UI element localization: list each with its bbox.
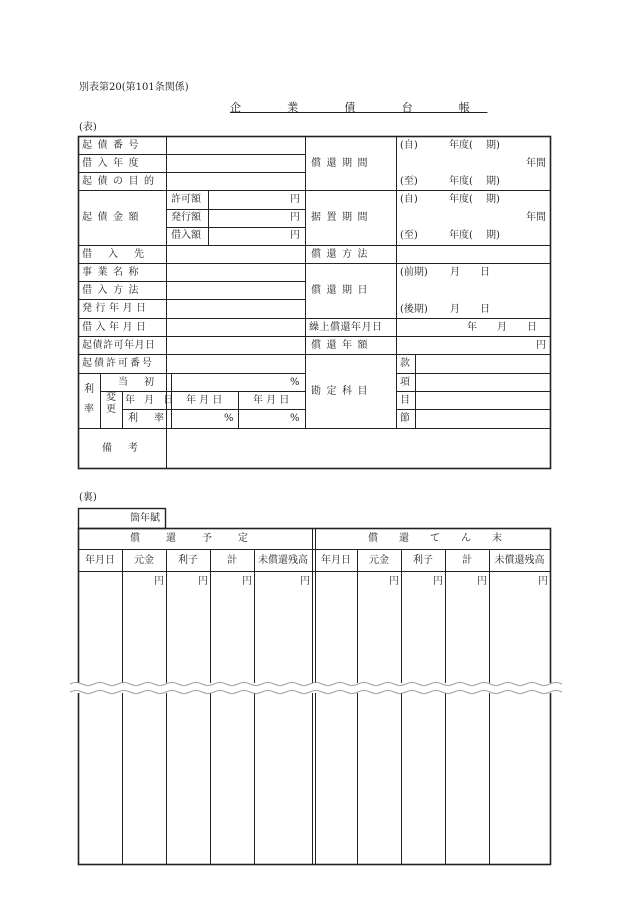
- plan-title: 償還予定: [130, 533, 274, 544]
- latter-half-label: (後期): [400, 304, 428, 315]
- col-balance: 未償還残高: [494, 555, 545, 566]
- back-label: (裏): [79, 492, 97, 503]
- change-rate-label: 利率: [128, 413, 180, 424]
- from-label: (自): [400, 140, 418, 151]
- yen-unit: 円: [242, 576, 252, 587]
- yen-unit: 円: [154, 576, 164, 587]
- moku-label: 目: [400, 395, 410, 406]
- kou-label: 項: [400, 377, 410, 388]
- permit-date-label: 起債許可年月日: [82, 340, 156, 351]
- yen-unit: 円: [198, 576, 208, 587]
- front-label: (表): [79, 122, 97, 133]
- fy-label: 年度(: [449, 176, 473, 187]
- actual-title: 償還てん末: [368, 533, 523, 544]
- project-label: 事業名称: [82, 267, 144, 278]
- yen-unit: 円: [433, 576, 443, 587]
- fy-label: 年度(: [449, 194, 473, 205]
- yen-unit: 円: [538, 576, 548, 587]
- yen-unit: 円: [477, 576, 487, 587]
- yen-unit: 円: [290, 212, 300, 223]
- repay-method-label: 償還方法: [311, 249, 373, 260]
- years-label: 年間: [526, 158, 546, 169]
- change-label: 変更: [106, 392, 116, 415]
- col-date: 年月日: [85, 555, 115, 566]
- amount-label: 起債金額: [82, 212, 144, 223]
- purpose-label: 起債の目的: [82, 176, 160, 187]
- ymd-value-1: 年 月 日: [186, 395, 223, 406]
- annual-box-label: 箇年賦: [130, 513, 160, 524]
- defer-period-label: 据置期間: [311, 212, 373, 223]
- yen-unit: 円: [389, 576, 399, 587]
- yen-unit: 円: [300, 576, 310, 587]
- from-label: (自): [400, 194, 418, 205]
- method-label: 借入方法: [82, 285, 144, 296]
- issue-date-label: 発行年月日: [82, 303, 150, 314]
- day-label: 日: [480, 304, 490, 315]
- lender-label: 借入先: [82, 249, 160, 260]
- fy-label: 年度(: [449, 140, 473, 151]
- first-half-label: (前期): [400, 267, 428, 278]
- term-label: 期): [486, 176, 500, 187]
- form-reference: 別表第20(第101条関係): [79, 82, 189, 93]
- day-label: 日: [527, 322, 537, 333]
- yen-unit: 円: [536, 340, 546, 351]
- col-interest: 利子: [178, 555, 198, 566]
- term-label: 期): [486, 140, 500, 151]
- page-title: 企 業 債 台 帳: [230, 101, 488, 114]
- col-principal: 元金: [134, 555, 154, 566]
- day-label: 日: [480, 267, 490, 278]
- borrowed-label: 借入額: [171, 230, 201, 241]
- early-repay-label: 繰上償還年月日: [309, 322, 383, 333]
- account-label: 勘定科目: [311, 386, 373, 397]
- remarks-label: 備考: [102, 443, 154, 454]
- col-date: 年月日: [321, 555, 351, 566]
- repay-period-label: 償還期間: [311, 158, 373, 169]
- ymd-value-2: 年 月 日: [253, 395, 290, 406]
- setsu-label: 節: [400, 413, 410, 424]
- change-date-label: 年 月 日: [125, 395, 177, 406]
- col-interest: 利子: [413, 555, 433, 566]
- repay-annual-label: 償還年額: [311, 340, 373, 351]
- approved-label: 許可額: [171, 194, 201, 205]
- bond-number-label: 起債番号: [82, 140, 144, 151]
- borrow-date-label: 借入年月日: [82, 322, 150, 333]
- term-label: 期): [486, 230, 500, 241]
- to-label: (至): [400, 176, 418, 187]
- term-label: 期): [486, 194, 500, 205]
- col-principal: 元金: [369, 555, 389, 566]
- yen-unit: 円: [290, 230, 300, 241]
- issued-label: 発行額: [171, 212, 201, 223]
- percent-unit: %: [290, 413, 300, 424]
- percent-unit: %: [224, 413, 234, 424]
- rate-label: 利率: [84, 384, 94, 415]
- col-balance: 未償還残高: [258, 555, 308, 566]
- initial-label: 当初: [118, 377, 170, 388]
- kan-label: 款: [400, 358, 410, 369]
- yen-unit: 円: [290, 194, 300, 205]
- col-total: 計: [462, 555, 472, 566]
- years-label: 年間: [526, 212, 546, 223]
- permit-number-label: 起債許可番号: [82, 358, 154, 369]
- year-label: 年: [467, 322, 477, 333]
- repay-due-label: 償還期日: [311, 285, 373, 296]
- borrow-year-label: 借入年度: [82, 158, 144, 169]
- month-label: 月: [497, 322, 507, 333]
- col-total: 計: [227, 555, 237, 566]
- month-label: 月: [450, 304, 460, 315]
- to-label: (至): [400, 230, 418, 241]
- percent-unit: %: [290, 377, 300, 388]
- month-label: 月: [450, 267, 460, 278]
- fy-label: 年度(: [449, 230, 473, 241]
